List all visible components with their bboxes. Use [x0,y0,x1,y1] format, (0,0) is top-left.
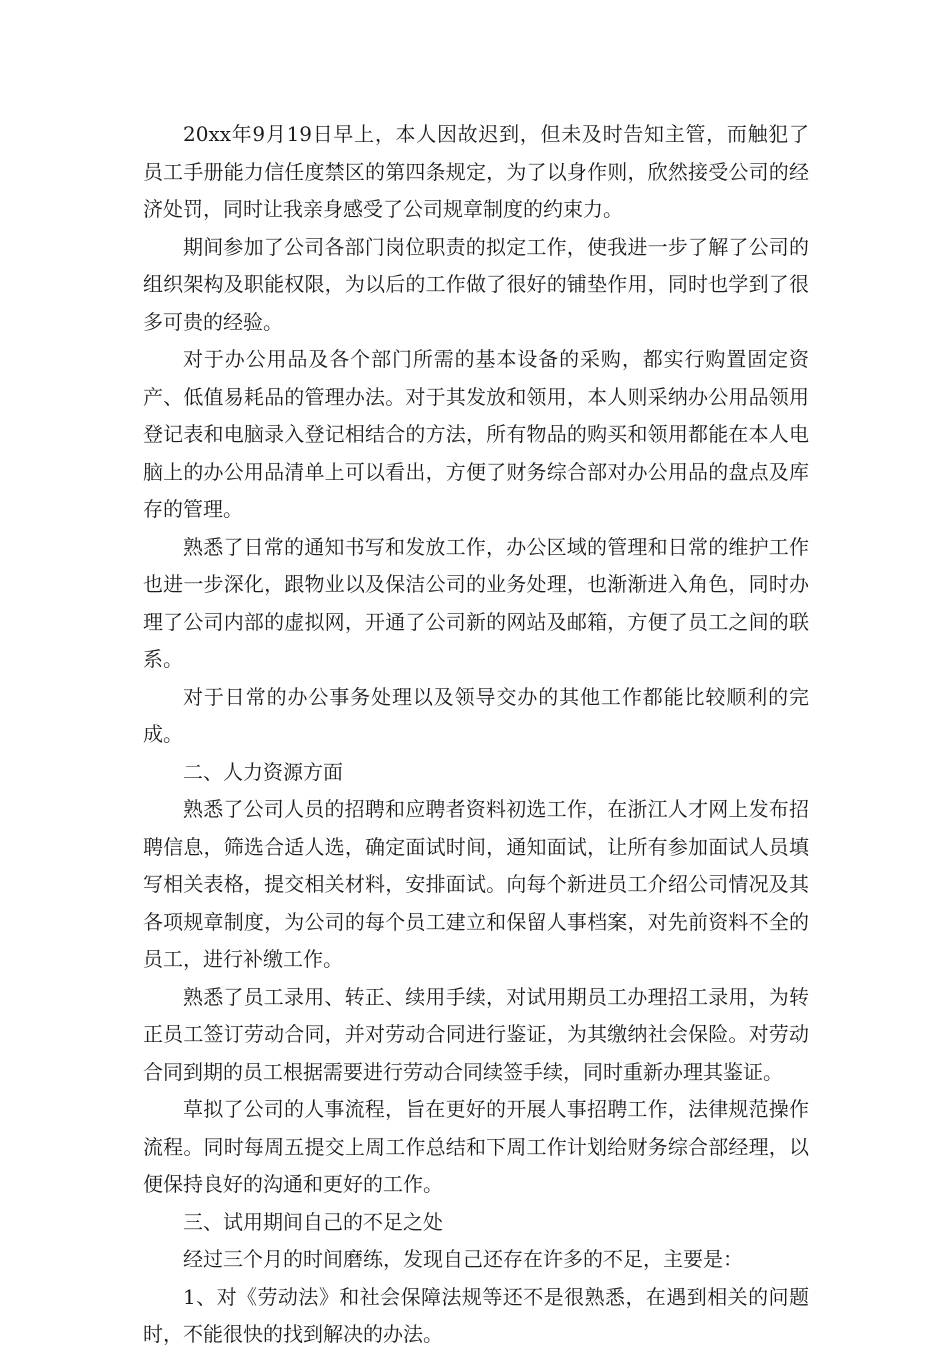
document-body [143,116,809,1354]
paragraph-recruitment: 熟悉了公司人员的招聘和应聘者资料初选工作，在浙江人才网上发布招聘信息，筛选合适人选，确定面试时间，通知面试，让所有参加面试人员填写相关表格，提交相关材料，安排面试。向每个新进员工介绍公司情况及其各项规章制度，为公司的每个员工建立和保留人事档案，对先前资料不全的员工，进行补缴工作。 [143,797,809,971]
paragraph-daily-affairs: 对于日常的办公事务处理以及领导交办的其他工作都能比较顺利的完成。 [143,684,809,746]
section-heading-human-resources: 二、人力资源方面 [183,759,343,784]
paragraph-employment-procedures: 熟悉了员工录用、转正、续用手续，对试用期员工办理招工录用，为转正员工签订劳动合同，并对劳动合同进行鉴证，为其缴纳社会保险。对劳动合同到期的员工根据需要进行劳动合同续签手续，同时重新办理其鉴证。 [143,984,809,1084]
paragraph-office-supplies: 对于办公用品及各个部门所需的基本设备的采购，都实行购置固定资产、低值易耗品的管理办法。对于其发放和领用，本人则采纳办公用品领用登记表和电脑录入登记相结合的方法，所有物品的购买和领用都能在本人电脑上的办公用品清单上可以看出，方便了财务综合部对办公用品的盘点及库存的管理。 [143,347,809,521]
paragraph-shortcomings-intro: 经过三个月的时间磨练，发现自己还存在许多的不足，主要是： [183,1247,743,1271]
paragraph-tardiness-penalty: 20xx年9月19日早上，本人因故迟到，但未及时告知主管，而触犯了员工手册能力信任度禁区的第四条规定，为了以身作则，欣然接受公司的经济处罚，同时让我亲身感受了公司规章制度的约束力。 [143,122,809,221]
paragraph-notices-and-network: 熟悉了日常的通知书写和发放工作，办公区域的管理和日常的维护工作也进一步深化，跟物业以及保洁公司的业务处理，也渐渐进入角色，同时办理了公司内部的虚拟网，开通了公司新的网站及邮箱，方便了员工之间的联系。 [143,534,809,671]
section-heading-shortcomings: 三、试用期间自己的不足之处 [183,1209,443,1234]
paragraph-job-duties: 期间参加了公司各部门岗位职责的拟定工作，使我进一步了解了公司的组织架构及职能权限，为以后的工作做了很好的铺垫作用，同时也学到了很多可贵的经验。 [143,234,809,334]
paragraph-hr-process: 草拟了公司的人事流程，旨在更好的开展人事招聘工作，法律规范操作流程。同时每周五提交上周工作总结和下周工作计划给财务综合部经理，以便保持良好的沟通和更好的工作。 [143,1097,809,1196]
list-item-labor-law: 1、对《劳动法》和社会保障法规等还不是很熟悉，在遇到相关的问题时，不能很快的找到解决的办法。 [143,1284,809,1346]
